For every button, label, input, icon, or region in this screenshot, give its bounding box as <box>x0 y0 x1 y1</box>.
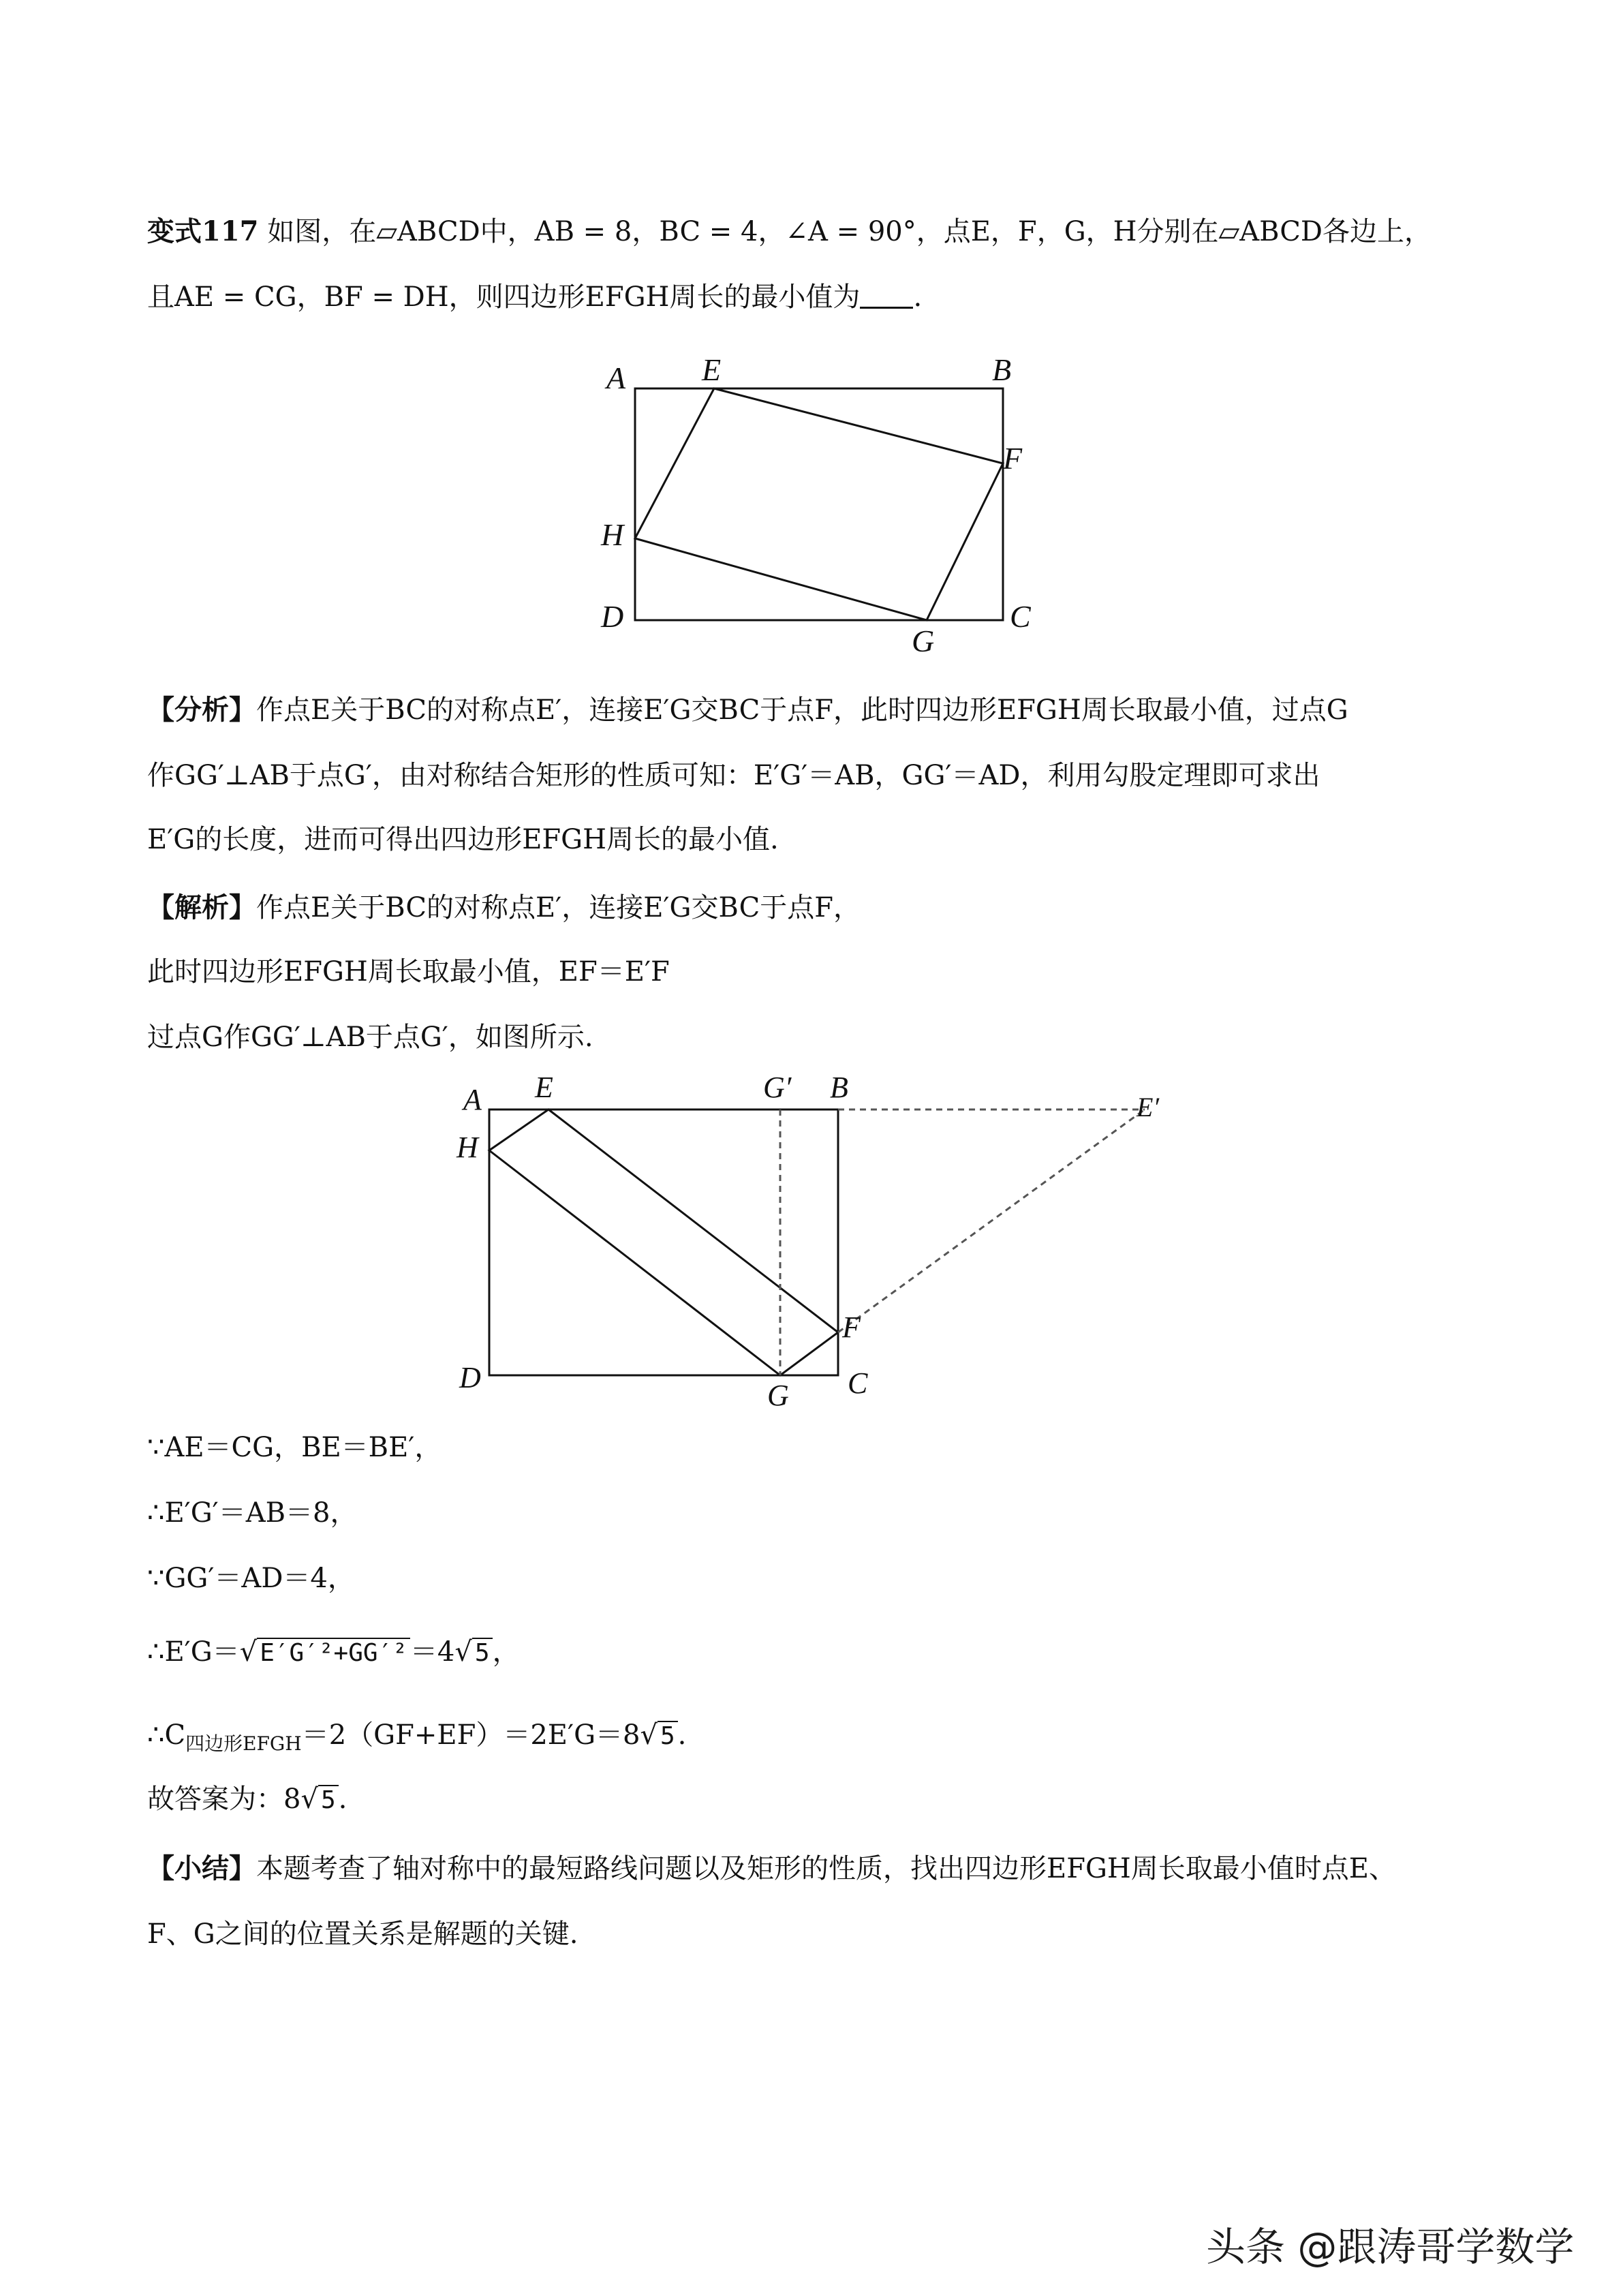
problem-line-2: 且AE = CG，BF = DH，则四边形EFGH周长的最小值为 . <box>147 281 923 313</box>
label-G: G <box>912 624 935 658</box>
label-B: B <box>830 1071 848 1104</box>
answer-line: 故答案为：8√ 5 . <box>147 1784 347 1815</box>
label-A: A <box>606 361 626 395</box>
label-C: C <box>848 1366 868 1400</box>
quadrilateral-efgh <box>489 1109 838 1375</box>
step-4: ∴E′G＝√ E′G′²+GG′² ＝4√ 5 ， <box>147 1636 520 1668</box>
label-G: G <box>767 1379 789 1412</box>
solution-line-2: 此时四边形EFGH周长取最小值，EF＝E′F <box>147 956 670 988</box>
label-E: E <box>702 352 722 387</box>
analysis-line-2: 作GG′⊥AB于点G′，由对称结合矩形的性质可知：E′G′＝AB，GG′＝AD，利用勾股定理即可求出 <box>147 760 1320 791</box>
rectangle-abcd <box>489 1109 838 1375</box>
label-H: H <box>601 517 624 552</box>
summary-line-1: 【小结】本题考查了轴对称中的最短路线问题以及矩形的性质，找出四边形EFGH周长取最小值时点E、 <box>147 1852 1396 1884</box>
problem-text-1: 如图，在▱ABCD中，AB = 8，BC = 4，∠A = 90°，点E，F，G，H分别在▱ABCD各边上， <box>267 216 1432 247</box>
summary-line-2: F、G之间的位置关系是解题的关键. <box>147 1918 578 1950</box>
analysis-line-3: E′G的长度，进而可得出四边形EFGH周长的最小值. <box>147 824 779 855</box>
radicand-1: E′G′²+GG′² <box>257 1638 410 1667</box>
solution-tag: 【解析】 <box>147 891 256 923</box>
sqrt-sign: √ <box>454 1636 472 1668</box>
summary-tag: 【小结】 <box>147 1852 256 1884</box>
solution-line-1: 【解析】作点E关于BC的对称点E′，连接E′G交BC于点F， <box>147 891 861 923</box>
figure-1-parallelogram <box>593 341 1042 668</box>
problem-number: 变式117 <box>147 215 259 247</box>
dashed-fe-prime <box>838 1109 1145 1332</box>
label-C: C <box>1010 599 1031 634</box>
solution-line-3: 过点G作GG′⊥AB于点G′，如图所示. <box>147 1022 593 1053</box>
label-D: D <box>601 599 624 634</box>
label-H: H <box>457 1131 478 1164</box>
perimeter-subscript: 四边形EFGH <box>185 1732 302 1755</box>
answer-blank <box>860 284 913 309</box>
radicand-3: 5 <box>658 1721 678 1750</box>
radicand-4: 5 <box>318 1785 339 1814</box>
sqrt-sign: √ <box>300 1784 318 1815</box>
step-5: $\therefore C_{四边形EFGH}=2(GF+EF)=2E'G=8√$ 5 . <box>147 1719 687 1755</box>
problem-text-2: 且AE = CG，BF = DH，则四边形EFGH周长的最小值为 <box>147 281 861 313</box>
label-G-prime: G′ <box>763 1071 792 1104</box>
analysis-line-1: 【分析】作点E关于BC的对称点E′，连接E′G交BC于点F，此时四边形EFGH周长取最小值，过点G <box>147 694 1348 726</box>
step-3: ∵GG′＝AD＝4， <box>147 1563 355 1594</box>
sqrt-sign: √ <box>640 1719 658 1751</box>
problem-line-1 <box>147 215 1432 248</box>
quadrilateral-efgh <box>635 388 1003 620</box>
step-1: ∵AE＝CG，BE＝BE′， <box>147 1432 442 1463</box>
radicand-2: 5 <box>472 1638 493 1667</box>
label-E-prime: E′ <box>1137 1092 1160 1122</box>
figure-2-reflection <box>450 1070 1199 1424</box>
watermark: 头条 @跟涛哥学数学 <box>1206 2224 1575 2270</box>
rectangle-abcd <box>635 388 1003 620</box>
label-D: D <box>459 1361 481 1394</box>
step-2: ∴E′G′＝AB＝8， <box>147 1497 358 1529</box>
analysis-tag: 【分析】 <box>147 694 256 726</box>
label-F: F <box>1003 441 1023 476</box>
label-B: B <box>992 352 1012 387</box>
label-F: F <box>842 1311 861 1344</box>
sqrt-sign: √ <box>239 1636 258 1668</box>
label-A: A <box>463 1083 482 1116</box>
label-E: E <box>535 1071 553 1104</box>
